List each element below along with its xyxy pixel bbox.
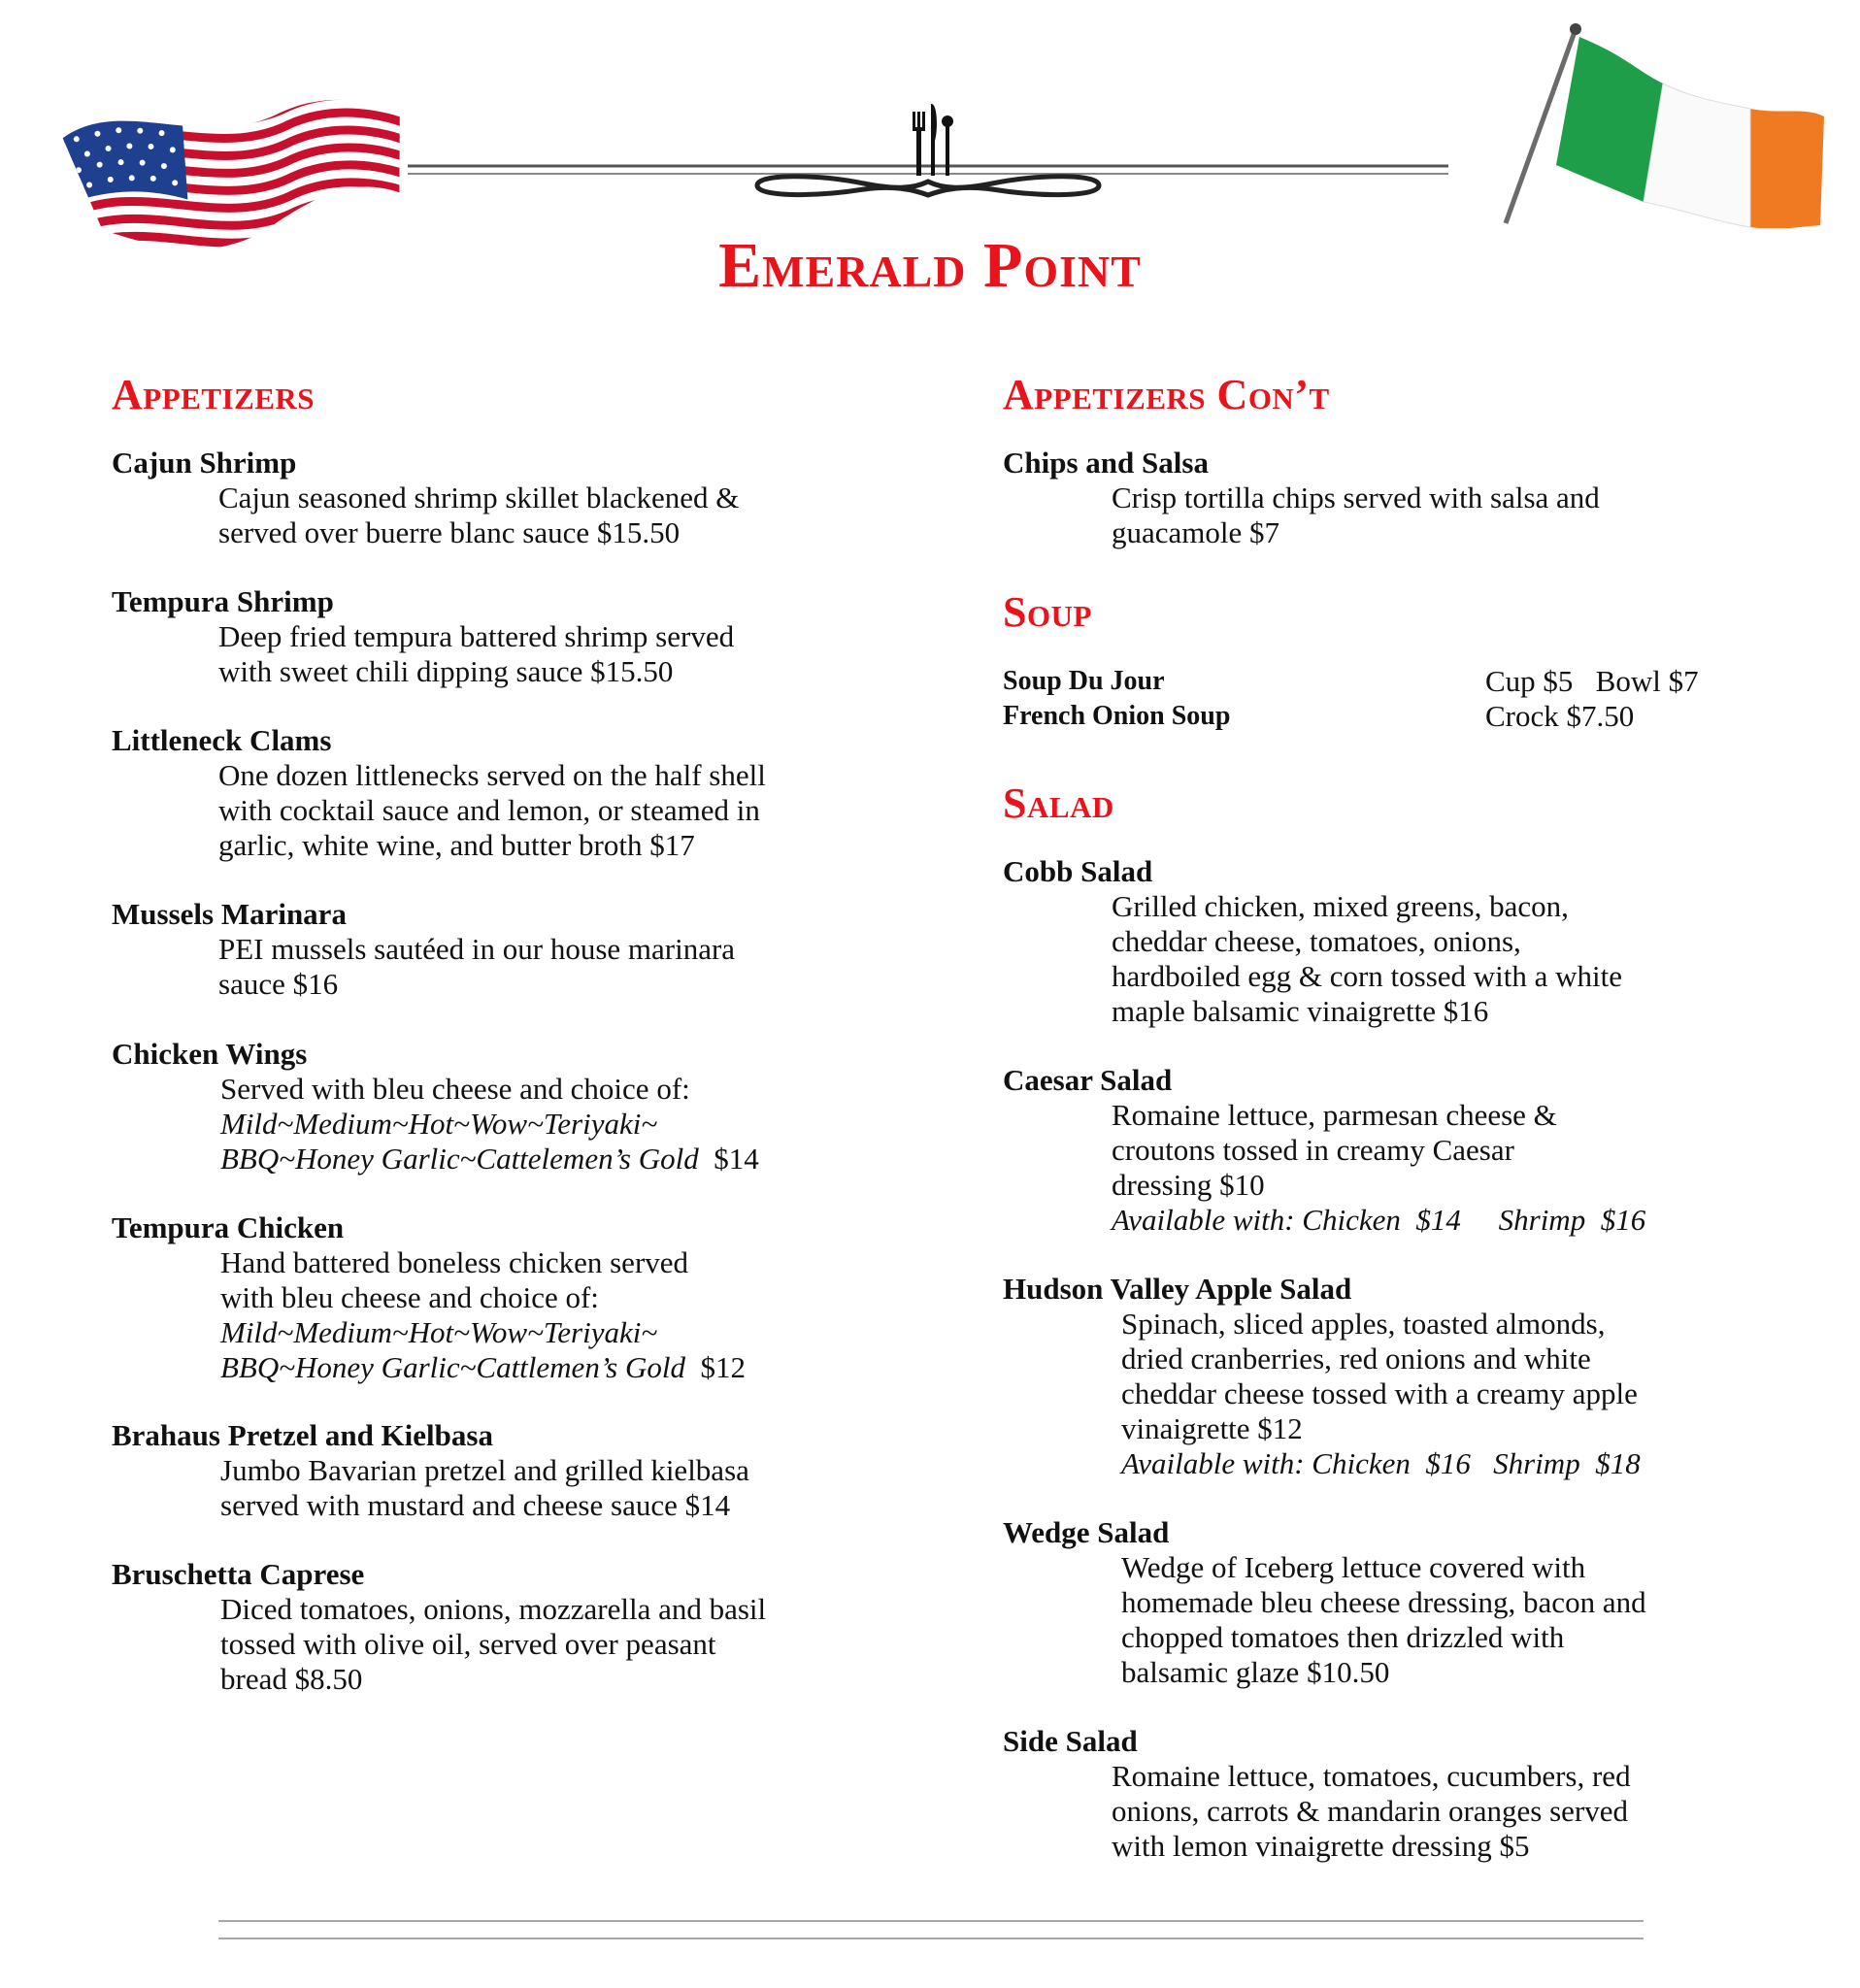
footer-divider — [218, 1920, 1644, 1922]
cutlery-divider-icon — [408, 92, 1448, 204]
soup-row — [1003, 664, 1779, 699]
item-name: Side Salad — [1003, 1724, 1138, 1758]
soup-heading: Soup — [1003, 588, 1092, 636]
menu-item — [1003, 854, 1622, 1029]
item-description: One dozen littlenecks served on the half shell — [218, 758, 766, 792]
item-description: Crisp tortilla chips served with salsa and — [1112, 480, 1600, 514]
item-name: Cajun Shrimp — [112, 446, 297, 480]
menu-item — [112, 584, 734, 689]
menu-item — [1003, 1063, 1645, 1238]
menu-item — [112, 1418, 749, 1523]
item-description: Deep fried tempura battered shrimp served — [218, 619, 735, 653]
item-name: Brahaus Pretzel and Kielbasa — [112, 1418, 493, 1452]
item-description: served with mustard and cheese sauce $14 — [220, 1488, 731, 1522]
menu-item — [1003, 1515, 1646, 1690]
item-description: onions, carrots & mandarin oranges served — [1112, 1794, 1629, 1828]
menu-item — [1003, 1724, 1631, 1864]
item-description: Jumbo Bavarian pretzel and grilled kielbasa — [220, 1453, 749, 1487]
menu-item — [112, 1210, 746, 1385]
item-description: chopped tomatoes then drizzled with — [1121, 1620, 1565, 1654]
appetizers-heading: Appetizers — [112, 371, 316, 418]
item-name: Caesar Salad — [1003, 1063, 1173, 1097]
menu-item — [112, 446, 739, 550]
item-description: hardboiled egg & corn tossed with a white — [1112, 959, 1623, 993]
menu-item — [112, 1557, 766, 1697]
sauce-options: BBQ~Honey Garlic~Cattlemen’s Gold — [220, 1350, 685, 1384]
item-name: Bruschetta Caprese — [112, 1557, 365, 1591]
item-description: Served with bleu cheese and choice of: — [220, 1072, 690, 1106]
item-description: with bleu cheese and choice of: — [220, 1280, 599, 1314]
soup-price: Cup $5 Bowl $7 — [1485, 664, 1699, 698]
item-price: $14 — [714, 1142, 759, 1176]
item-name: Hudson Valley Apple Salad — [1003, 1272, 1352, 1306]
item-description: garlic, white wine, and butter broth $17 — [218, 828, 695, 862]
item-description: Spinach, sliced apples, toasted almonds, — [1121, 1307, 1606, 1341]
item-name: Mussels Marinara — [112, 897, 347, 931]
item-description: sauce $16 — [218, 967, 339, 1001]
item-description: served over buerre blanc sauce $15.50 — [218, 515, 681, 549]
item-description: PEI mussels sautéed in our house marinara — [218, 932, 736, 966]
item-description: cheddar cheese tossed with a creamy apple — [1121, 1376, 1638, 1410]
irish-flag-icon — [1500, 19, 1830, 228]
item-name: Chicken Wings — [112, 1037, 308, 1071]
item-description: croutons tossed in creamy Caesar — [1112, 1133, 1514, 1167]
item-description: dressing $10 — [1112, 1168, 1265, 1202]
item-description: with lemon vinaigrette dressing $5 — [1112, 1829, 1530, 1863]
footer-divider — [218, 1938, 1644, 1939]
sauce-options: BBQ~Honey Garlic~Cattelemen’s Gold — [220, 1142, 699, 1176]
soup-row — [1003, 699, 1779, 734]
item-description: Romaine lettuce, tomatoes, cucumbers, red — [1112, 1759, 1631, 1793]
item-description — [220, 1142, 759, 1176]
item-name: Chips and Salsa — [1003, 446, 1209, 480]
addon-options: Available with: Chicken $16 Shrimp $18 — [1121, 1446, 1641, 1480]
addon-options: Available with: Chicken $14 Shrimp $16 — [1112, 1203, 1646, 1237]
item-description: tossed with olive oil, served over peasant — [220, 1627, 716, 1661]
soup-name: French Onion Soup — [1003, 701, 1231, 731]
menu-item — [1003, 1272, 1641, 1481]
restaurant-title: Emerald Point — [718, 230, 1142, 301]
menu-item — [112, 1037, 759, 1176]
salad-heading: Salad — [1003, 779, 1114, 827]
item-description: maple balsamic vinaigrette $16 — [1112, 994, 1489, 1028]
item-description: Diced tomatoes, onions, mozzarella and basil — [220, 1592, 767, 1626]
item-description: vinaigrette $12 — [1121, 1411, 1303, 1445]
item-description: balsamic glaze $10.50 — [1121, 1655, 1390, 1689]
item-description: guacamole $7 — [1112, 515, 1280, 549]
menu-item — [112, 723, 766, 863]
item-description — [220, 1350, 746, 1385]
item-description: bread $8.50 — [220, 1662, 363, 1696]
item-description: Grilled chicken, mixed greens, bacon, — [1112, 889, 1569, 923]
item-description: cheddar cheese, tomatoes, onions, — [1112, 924, 1521, 958]
item-description: Hand battered boneless chicken served — [220, 1245, 689, 1279]
item-name: Tempura Shrimp — [112, 584, 334, 618]
sauce-options: Mild~Medium~Hot~Wow~Teriyaki~ — [220, 1107, 658, 1141]
appetizers-cont-heading: Appetizers Con’t — [1003, 371, 1330, 418]
sauce-options: Mild~Medium~Hot~Wow~Teriyaki~ — [220, 1315, 658, 1349]
item-name: Tempura Chicken — [112, 1210, 345, 1244]
item-description: with sweet chili dipping sauce $15.50 — [218, 654, 674, 688]
item-description: homemade bleu cheese dressing, bacon and — [1121, 1585, 1646, 1619]
soup-name: Soup Du Jour — [1003, 666, 1165, 696]
soup-list — [1003, 664, 1779, 734]
item-description: Romaine lettuce, parmesan cheese & — [1112, 1098, 1557, 1132]
item-price: $12 — [700, 1350, 746, 1384]
item-description: Cajun seasoned shrimp skillet blackened & — [218, 480, 740, 514]
item-name: Cobb Salad — [1003, 854, 1153, 888]
item-description: dried cranberries, red onions and white — [1121, 1342, 1591, 1375]
item-name: Littleneck Clams — [112, 723, 332, 757]
item-name: Wedge Salad — [1003, 1515, 1170, 1549]
soup-price: Crock $7.50 — [1485, 699, 1635, 733]
item-description: Wedge of Iceberg lettuce covered with — [1121, 1550, 1586, 1584]
menu-item — [112, 897, 735, 1002]
item-description: with cocktail sauce and lemon, or steamed in — [218, 793, 760, 827]
menu-item — [1003, 446, 1600, 550]
